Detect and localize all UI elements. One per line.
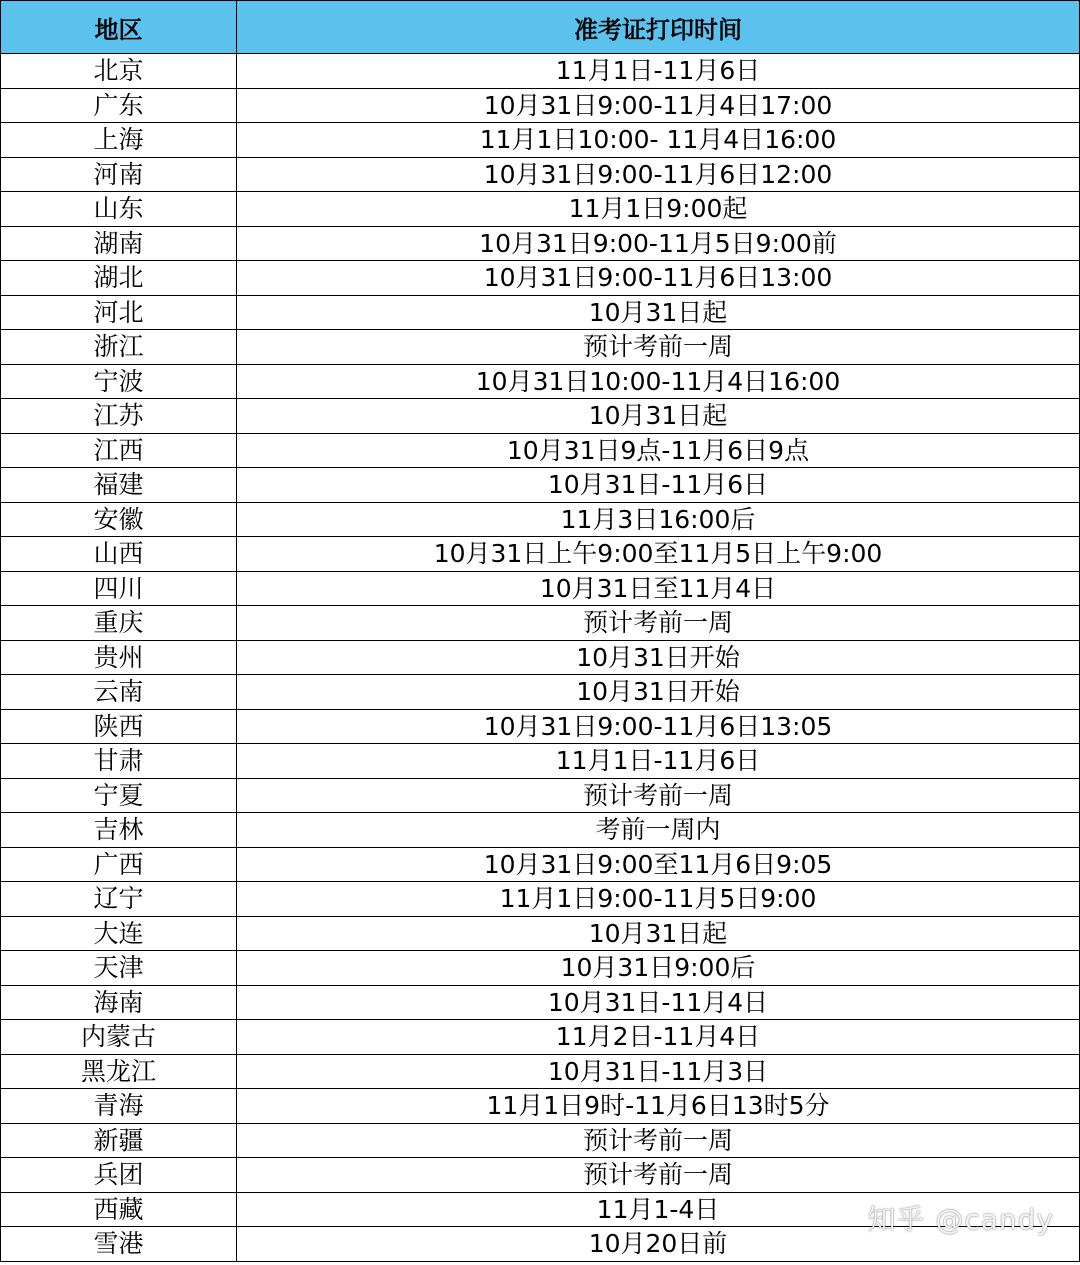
region-cell: 新疆 (1, 1123, 237, 1158)
region-cell: 陕西 (1, 709, 237, 744)
region-cell: 湖北 (1, 261, 237, 296)
table-row (1, 985, 1080, 1020)
table-row (1, 916, 1080, 951)
print-time-cell: 预计考前一周 (237, 330, 1080, 365)
region-cell: 吉林 (1, 813, 237, 848)
table-row (1, 882, 1080, 917)
table-row (1, 123, 1080, 158)
table-row (1, 606, 1080, 641)
print-time-cell: 10月31日上午9:00至11月5日上午9:00 (237, 537, 1080, 572)
table-row (1, 88, 1080, 123)
table-row (1, 330, 1080, 365)
print-time-cell: 10月31日-11月3日 (237, 1054, 1080, 1089)
print-time-cell: 10月31日起 (237, 916, 1080, 951)
print-time-cell: 考前一周内 (237, 813, 1080, 848)
region-cell: 河南 (1, 157, 237, 192)
table-row (1, 192, 1080, 227)
region-cell: 福建 (1, 468, 237, 503)
print-time-cell: 11月3日16:00后 (237, 502, 1080, 537)
table-row (1, 1227, 1080, 1262)
table-row (1, 675, 1080, 710)
print-time-cell: 10月31日-11月6日 (237, 468, 1080, 503)
region-cell: 浙江 (1, 330, 237, 365)
region-column-header: 地区 (1, 1, 237, 54)
region-cell: 黑龙江 (1, 1054, 237, 1089)
table-row (1, 364, 1080, 399)
table-row (1, 1020, 1080, 1055)
table-row (1, 502, 1080, 537)
table-header-row (1, 1, 1080, 54)
table-row (1, 1089, 1080, 1124)
region-cell: 天津 (1, 951, 237, 986)
print-time-cell: 预计考前一周 (237, 606, 1080, 641)
region-cell: 青海 (1, 1089, 237, 1124)
table-row (1, 537, 1080, 572)
print-time-cell: 11月1日9:00起 (237, 192, 1080, 227)
print-time-cell: 10月31日10:00-11月4日16:00 (237, 364, 1080, 399)
print-time-cell: 11月1-4日 (237, 1192, 1080, 1227)
table-row (1, 468, 1080, 503)
region-cell: 江西 (1, 433, 237, 468)
region-cell: 甘肃 (1, 744, 237, 779)
region-cell: 山西 (1, 537, 237, 572)
region-cell: 大连 (1, 916, 237, 951)
print-time-cell: 11月1日10:00- 11月4日16:00 (237, 123, 1080, 158)
table-row (1, 709, 1080, 744)
print-time-cell: 预计考前一周 (237, 778, 1080, 813)
table-row (1, 261, 1080, 296)
table-row (1, 571, 1080, 606)
table-row (1, 813, 1080, 848)
region-cell: 四川 (1, 571, 237, 606)
table-row (1, 54, 1080, 89)
region-cell: 宁波 (1, 364, 237, 399)
table-row (1, 1123, 1080, 1158)
region-cell: 海南 (1, 985, 237, 1020)
region-cell: 北京 (1, 54, 237, 89)
region-cell: 宁夏 (1, 778, 237, 813)
region-cell: 内蒙古 (1, 1020, 237, 1055)
print-time-cell: 10月31日9:00-11月6日13:00 (237, 261, 1080, 296)
print-time-cell: 10月31日起 (237, 399, 1080, 434)
table-body (1, 54, 1080, 1262)
region-cell: 云南 (1, 675, 237, 710)
table-row (1, 744, 1080, 779)
region-cell: 兵团 (1, 1158, 237, 1193)
region-cell: 江苏 (1, 399, 237, 434)
region-cell: 贵州 (1, 640, 237, 675)
table-row (1, 1158, 1080, 1193)
print-time-cell: 10月31日9点-11月6日9点 (237, 433, 1080, 468)
table-row (1, 640, 1080, 675)
region-cell: 辽宁 (1, 882, 237, 917)
print-time-cell: 11月2日-11月4日 (237, 1020, 1080, 1055)
region-cell: 山东 (1, 192, 237, 227)
region-cell: 河北 (1, 295, 237, 330)
table-row (1, 433, 1080, 468)
table-row (1, 847, 1080, 882)
print-time-cell: 10月31日起 (237, 295, 1080, 330)
print-time-cell: 11月1日-11月6日 (237, 54, 1080, 89)
table-row (1, 1192, 1080, 1227)
print-time-cell: 预计考前一周 (237, 1158, 1080, 1193)
print-time-cell: 11月1日9时-11月6日13时5分 (237, 1089, 1080, 1124)
table-row (1, 226, 1080, 261)
region-cell: 湖南 (1, 226, 237, 261)
zhihu-watermark: 知乎 @candy (867, 1203, 1054, 1236)
print-time-cell: 10月31日9:00-11月6日12:00 (237, 157, 1080, 192)
region-cell: 重庆 (1, 606, 237, 641)
print-time-cell: 10月31日至11月4日 (237, 571, 1080, 606)
table-row (1, 399, 1080, 434)
region-cell: 广东 (1, 88, 237, 123)
table-row (1, 295, 1080, 330)
print-time-cell: 10月31日9:00-11月5日9:00前 (237, 226, 1080, 261)
region-cell: 广西 (1, 847, 237, 882)
table-row (1, 1054, 1080, 1089)
table-row (1, 157, 1080, 192)
print-time-column-header: 准考证打印时间 (237, 1, 1080, 54)
print-time-cell: 10月31日-11月4日 (237, 985, 1080, 1020)
table-row (1, 778, 1080, 813)
region-cell: 安徽 (1, 502, 237, 537)
print-time-cell: 10月20日前 (237, 1227, 1080, 1262)
print-time-cell: 10月31日9:00-11月4日17:00 (237, 88, 1080, 123)
print-time-cell: 10月31日9:00后 (237, 951, 1080, 986)
print-time-cell: 11月1日-11月6日 (237, 744, 1080, 779)
print-time-cell: 10月31日9:00至11月6日9:05 (237, 847, 1080, 882)
print-time-cell: 10月31日开始 (237, 640, 1080, 675)
print-time-cell: 预计考前一周 (237, 1123, 1080, 1158)
region-cell: 西藏 (1, 1192, 237, 1227)
print-time-cell: 10月31日9:00-11月6日13:05 (237, 709, 1080, 744)
region-cell: 雪港 (1, 1227, 237, 1262)
print-time-cell: 11月1日9:00-11月5日9:00 (237, 882, 1080, 917)
print-time-cell: 10月31日开始 (237, 675, 1080, 710)
region-cell: 上海 (1, 123, 237, 158)
table-row (1, 951, 1080, 986)
